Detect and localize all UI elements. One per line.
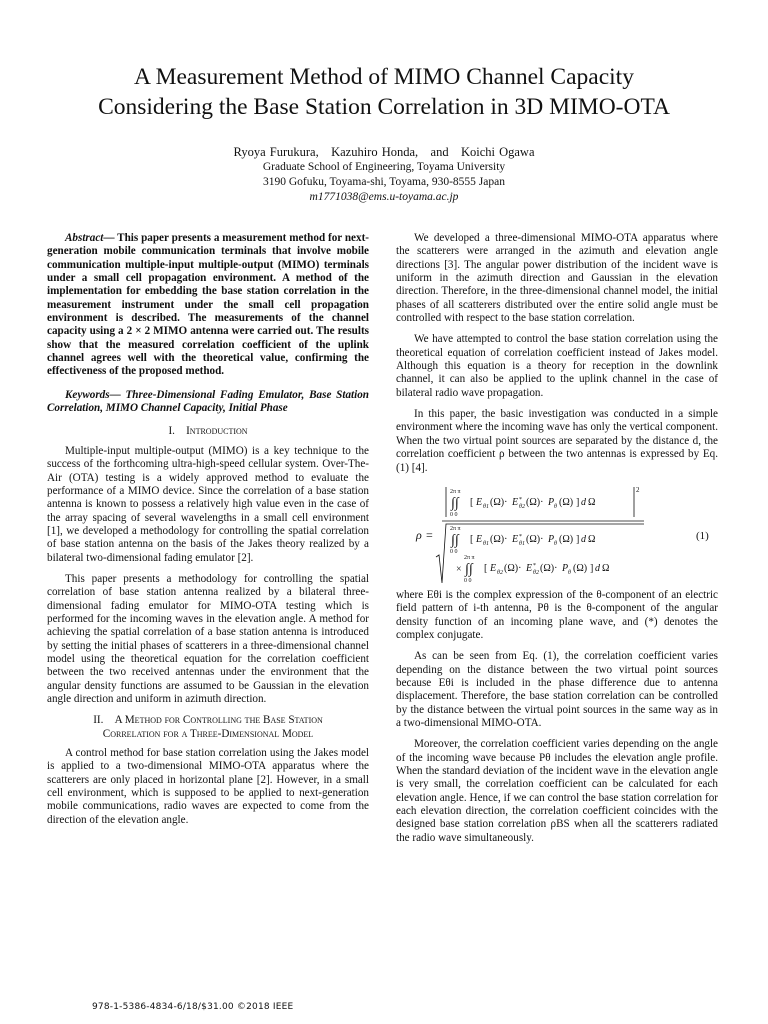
svg-text:(Ω)·: (Ω)·	[504, 562, 522, 574]
svg-text:ρ: ρ	[416, 527, 422, 542]
right-paragraph-3: In this paper, the basic investigation was conducted in a simple environment where the incoming wave has only the vertical component. When the two virtual point sources are separated by the distance d, the correlation coefficient ρ between the two antennas is expressed by Eq. (1) [4].	[396, 408, 718, 474]
svg-text:P: P	[562, 562, 569, 574]
svg-text:θ: θ	[554, 503, 557, 510]
affiliation-block	[40, 160, 728, 205]
svg-text:(Ω): (Ω)	[559, 496, 574, 508]
svg-text:]: ]	[590, 562, 594, 574]
svg-text:θ: θ	[554, 540, 557, 547]
svg-text:(Ω)·: (Ω)·	[526, 533, 544, 545]
svg-text:(Ω)·: (Ω)·	[490, 533, 508, 545]
keywords-lead: Keywords	[65, 388, 110, 401]
svg-text:Ω: Ω	[588, 496, 596, 508]
svg-text:[: [	[470, 496, 474, 508]
equation-1	[396, 483, 718, 585]
svg-text:E: E	[490, 562, 497, 574]
svg-text:Ω: Ω	[588, 533, 596, 545]
right-paragraph-5: As can be seen from Eq. (1), the correlation coefficient varies depending on the distance between the two virtual point sources because Eθi is included in the phase difference due to antenna displacement. Therefore, the base station correlation can be controlled by the distance between the virtual point sources in the same way as in a two-dimensional MIMO-OTA.	[396, 650, 718, 729]
svg-text:2π π: 2π π	[450, 488, 461, 495]
section-title-text-1: A Method for Controlling the Base Station	[114, 714, 323, 727]
paper-title	[40, 62, 728, 122]
right-paragraph-6: Moreover, the correlation coefficient varies depending on the angle of the incoming wave because Pθ includes the elevation angle profile. When the standard deviation of the incident wave in the elevation angle is very small, the correlation coefficient can be calculated for each elevation angle. Hence, if we can control the base station correlation for each elevation direction, the correlation coefficient coincides with the designed base station correlation ρBS when all the scatterers radiated the radio wave simultaneously.	[396, 738, 718, 844]
svg-text:E: E	[512, 496, 519, 508]
svg-text:d: d	[581, 533, 586, 545]
section-number: I.	[168, 425, 175, 438]
svg-text:[: [	[470, 533, 474, 545]
author-list: Ryoya Furukura, Kazuhiro Honda, and Koichi Ogawa	[233, 145, 535, 159]
svg-text:2π π: 2π π	[464, 554, 475, 561]
svg-text:E: E	[476, 496, 483, 508]
svg-text:]: ]	[576, 533, 580, 545]
equation-number: (1)	[696, 529, 709, 542]
section-title-line-2: Correlation for a Three-Dimensional Model	[102, 727, 314, 740]
right-paragraph-4: where Eθi is the complex expression of the θ-component of an electric field pattern of i-th antenna, Pθ is the θ-component of the angular density function of an incoming plane wave, and (*) denotes the complex conjugate.	[396, 588, 718, 641]
svg-text:P: P	[548, 533, 555, 545]
svg-text:∫∫: ∫∫	[465, 561, 473, 577]
section-title: Introduction	[186, 425, 248, 438]
svg-text:(Ω)·: (Ω)·	[540, 562, 558, 574]
svg-text:E: E	[512, 533, 519, 545]
left-column	[47, 232, 369, 835]
svg-text:E: E	[526, 562, 533, 574]
svg-text:∫∫: ∫∫	[451, 532, 459, 548]
abstract-text: — This paper presents a measurement method for next-generation mobile communication terminals that involve mobile communication multiple-input multiple-output (MIMO) terminals under a small cell propagation environment. A method of the implementation for embedding the base station correlation in the measurement instrument under the small cell propagation environment is described. The measurements of the channel capacity using a 2 × 2 MIMO antenna were carried out. The results show that the measured correlation coefficient of the uplink channel agrees well with the theoretical value, confirming the effectiveness of the proposed method.	[47, 232, 369, 378]
svg-text:(Ω)·: (Ω)·	[490, 496, 508, 508]
svg-text:θ2: θ2	[533, 569, 539, 576]
intro-paragraph-1: Multiple-input multiple-output (MIMO) is a key technique to the success of the forthcoming ultra-high-speed cellular system. Over-The-Air (OTA) testing is a widely approved method to evaluate the performance of a MIMO device. Since the correlation of a base station antenna is known to possess a relatively high value even in the case of the array spacing of several wavelengths in a small cell environment [1], we developed a methodology for controlling the spatial correlation of base station antenna on the basis of the Jakes theory realized by a bilateral two-dimensional fading emulator [2].	[47, 444, 369, 564]
svg-text:θ2: θ2	[519, 503, 525, 510]
svg-text:0 0: 0 0	[450, 548, 458, 555]
section2-paragraph-1: A control method for base station correlation using the Jakes model is applied to a two-dimensional MIMO-OTA apparatus where the scatterers are only placed in horizontal plane [2]. However, in a small cell environment, which is supposed to be applied to next-generation mobile communications, radio waves are expected to come from the direction of the elevation angle.	[47, 747, 369, 826]
right-column	[396, 232, 718, 853]
svg-text:0 0: 0 0	[450, 511, 458, 518]
affiliation-line-1: Graduate School of Engineering, Toyama University	[262, 161, 506, 173]
abstract-lead: Abstract	[65, 232, 104, 244]
title-line-2: Considering the Base Station Correlation in 3D MIMO-OTA	[98, 94, 670, 120]
copyright-footer: 978-1-5386-4834-6/18/$31.00 ©2018 IEEE	[92, 1002, 294, 1012]
title-line-1: A Measurement Method of MIMO Channel Capacity	[134, 64, 634, 90]
right-paragraph-1: We developed a three-dimensional MIMO-OTA apparatus where the scatterers were arranged in the azimuth and elevation angle directions [3]. The angular power distribution of the incident wave is uniform in the azimuth direction and Gaussian in the elevation direction. Therefore, in the three-dimensional channel model, the initial phases of all scatterers distributed over the entire solid angle must be controlled with respect to the base station correlation.	[396, 232, 718, 325]
section-heading-1	[47, 425, 369, 438]
svg-text:*: *	[533, 562, 536, 569]
keywords	[47, 389, 369, 416]
intro-paragraph-2: This paper presents a methodology for controlling the spatial correlation of base station antenna realized by a bilateral three-dimensional fading emulator for MIMO-OTA testing which is performed for the incoming waves in the elevation angle. A method for achieving the spatial correlation of a base station antenna is introduced by setting the initial phases of scatterers in a three-dimensional channel model using the theoretical equation for the correlation coefficient between the two received antennas under the environment that the angular density functions are assumed to be Gaussian in the elevation angle direction and uniform in azimuth direction.	[47, 572, 369, 705]
svg-text:(Ω)·: (Ω)·	[526, 496, 544, 508]
svg-text:]: ]	[576, 496, 580, 508]
svg-text:0 0: 0 0	[464, 577, 472, 584]
svg-text:*: *	[519, 533, 522, 540]
svg-text:=: =	[426, 527, 433, 542]
svg-text:θ: θ	[568, 569, 571, 576]
equation-graphic	[396, 483, 718, 585]
svg-text:(Ω): (Ω)	[559, 533, 574, 545]
svg-text:θ1: θ1	[483, 503, 489, 510]
svg-text:2π π: 2π π	[450, 525, 461, 532]
svg-text:(Ω): (Ω)	[573, 562, 588, 574]
keywords-text: — Three-Dimensional Fading Emulator, Base Station Correlation, MIMO Channel Capacity, Initial Phase	[47, 388, 369, 415]
section-number: II.	[93, 714, 104, 727]
affiliation-line-2: 3190 Gofuku, Toyama-shi, Toyama, 930-8555 Japan	[263, 176, 505, 188]
section-title-line-1	[47, 714, 369, 727]
section-heading-2	[47, 714, 369, 741]
svg-text:E: E	[476, 533, 483, 545]
svg-text:d: d	[595, 562, 600, 574]
svg-text:[: [	[484, 562, 488, 574]
svg-text:2: 2	[636, 485, 640, 494]
svg-text:Ω: Ω	[602, 562, 610, 574]
svg-text:θ1: θ1	[483, 540, 489, 547]
svg-text:×: ×	[456, 563, 462, 575]
svg-text:θ1: θ1	[519, 540, 525, 547]
right-paragraph-2: We have attempted to control the base station correlation using the theoretical equation of correlation coefficient instead of Jakes model. Although this equation is a theory for reception in the downlink channel, it can also be applied to the uplink channel in the case of bilateral radio wave propagation.	[396, 333, 718, 399]
svg-text:∫∫: ∫∫	[451, 495, 459, 511]
author-email: m1771038@ems.u-toyama.ac.jp	[309, 191, 459, 203]
svg-text:θ2: θ2	[497, 569, 503, 576]
svg-text:P: P	[548, 496, 555, 508]
svg-text:*: *	[519, 496, 522, 503]
abstract	[47, 232, 369, 379]
svg-text:d: d	[581, 496, 586, 508]
